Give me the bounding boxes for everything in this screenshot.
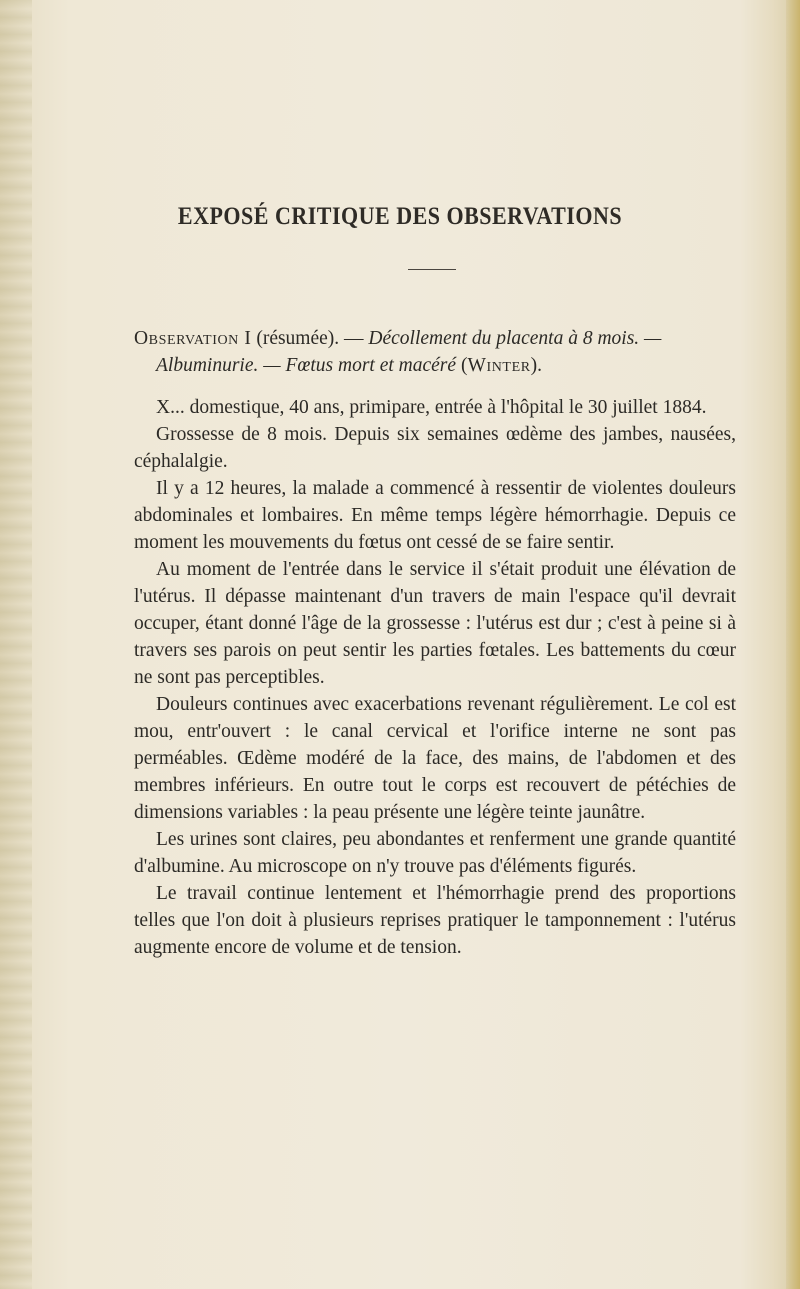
paragraph: Au moment de l'entrée dans le service il s'était produit une élévation de l'utérus. Il dépasse maintenant d'un travers de main l'espace qu'il devrait occuper, étant donné l'âge de la grossesse : l'utérus est dur ; c'est à peine si à travers ses parois on peut sentir les parties fœtales. Les battements du cœur ne sont pas perceptibles. <box>134 559 736 688</box>
observation-body <box>134 394 736 961</box>
running-title: EXPOSÉ CRITIQUE DES OBSERVATIONS <box>177 201 623 230</box>
observation-heading <box>134 325 744 379</box>
paragraph: Les urines sont claires, peu abondantes et renferment une grande quantité d'albumine. Au microscope on n'y trouve pas d'éléments figurés. <box>134 829 736 877</box>
title-divider <box>408 269 456 270</box>
page-gutter-shadow <box>0 0 32 1289</box>
observation-qualifier: (résumée). — <box>251 328 369 349</box>
paragraph: Grossesse de 8 mois. Depuis six semaines œdème des jambes, nausées, céphalalgie. <box>134 424 736 472</box>
observation-title-part2: Albuminurie. — Fœtus mort et macéré <box>156 355 457 376</box>
observation-label: Observation I <box>134 328 252 349</box>
observation-heading-line2 <box>134 352 744 379</box>
observation-title-part1: Décollement du placenta à 8 mois. — <box>368 328 662 349</box>
source-close: ). <box>530 355 543 376</box>
page-edge-stain <box>786 0 800 1289</box>
paragraph: Le travail continue lentement et l'hémorrhagie prend des proportions telles que l'on doit à plusieurs reprises pratiquer le tamponnement : l'utérus augmente encore de volume et de tension. <box>134 883 736 958</box>
observation-heading-line1 <box>134 325 744 352</box>
observation-source: Winter <box>467 355 531 376</box>
paragraph: Douleurs continues avec exacerbations revenant régulièrement. Le col est mou, entr'ouvert : le canal cervical et l'orifice interne ne sont pas perméables. Œdème modéré de la face, des mains, de l'abdomen et des membres inférieurs. En outre tout le corps est recouvert de pétéchies de dimensions variables : la peau présente une légère teinte jaunâtre. <box>134 694 736 823</box>
source-open: ( <box>456 355 468 376</box>
paragraph: Il y a 12 heures, la malade a commencé à ressentir de violentes douleurs abdominales et lombaires. En même temps légère hémorrhagie. Depuis ce moment les mouvements du fœtus ont cessé de se faire sentir. <box>134 478 736 553</box>
paragraph: X... domestique, 40 ans, primipare, entrée à l'hôpital le 30 juillet 1884. <box>156 397 707 418</box>
